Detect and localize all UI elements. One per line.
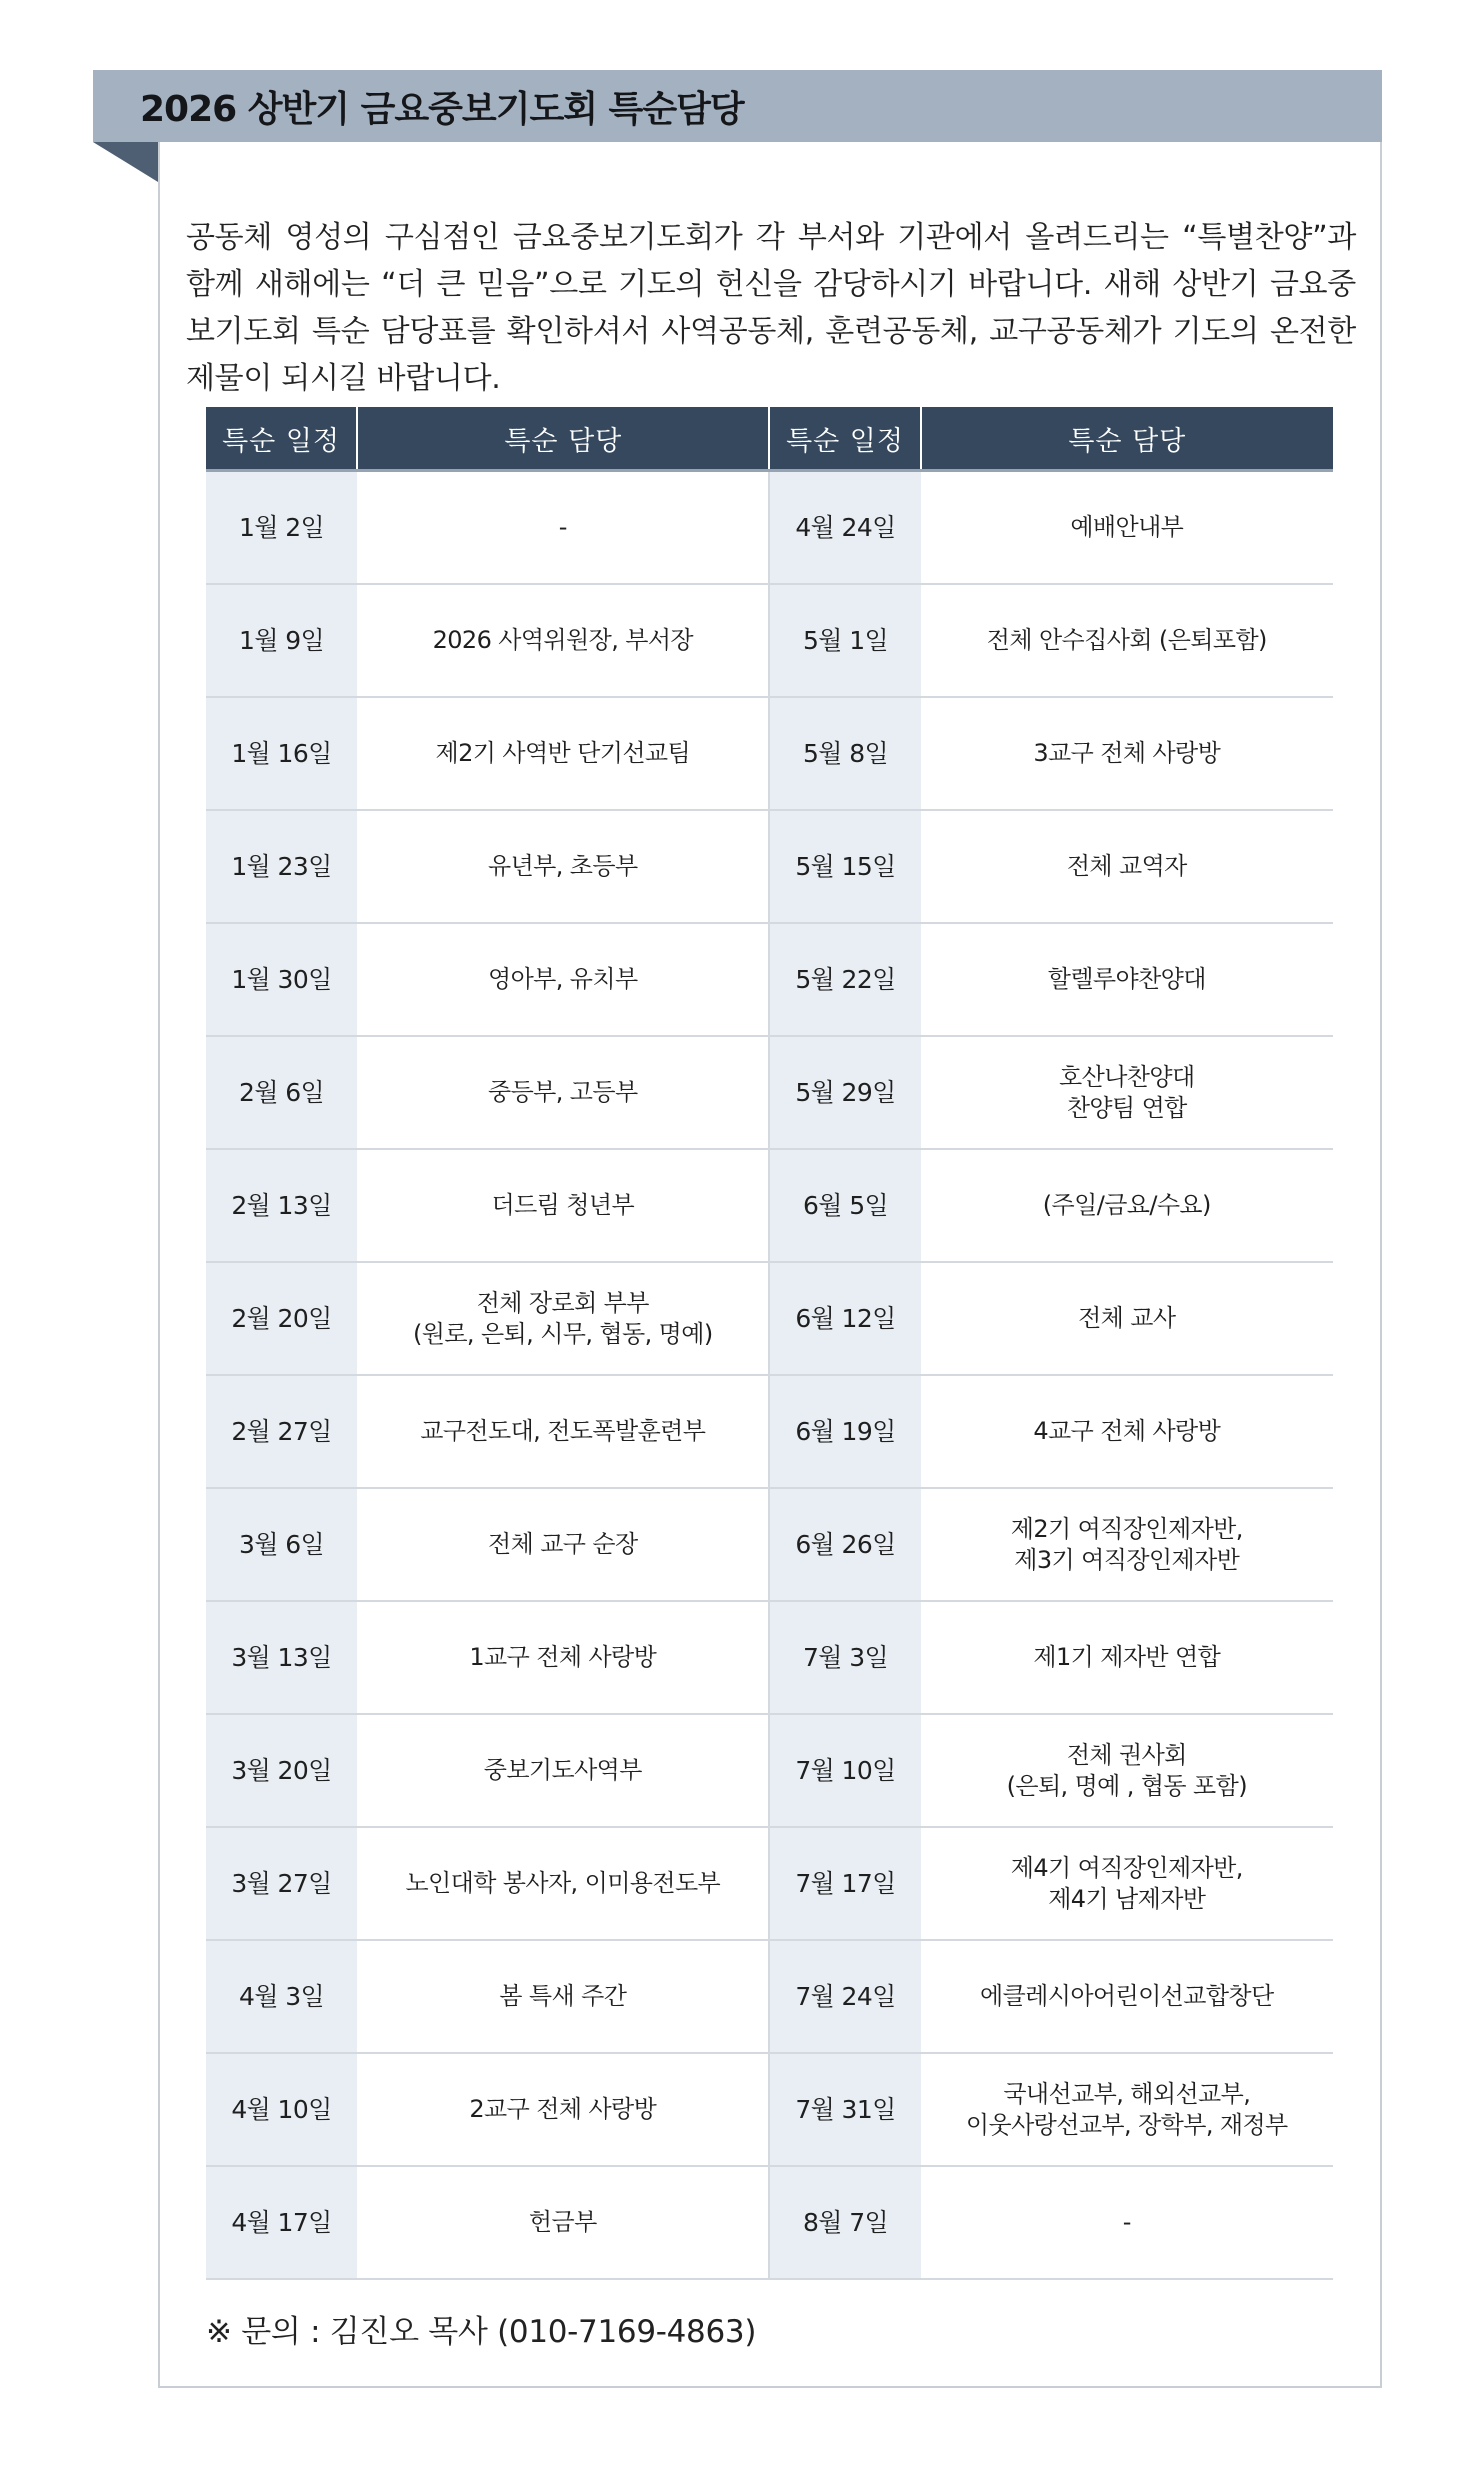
schedule-date: 6월 12일 <box>769 1262 920 1375</box>
header-duty-1: 특순 담당 <box>357 407 769 471</box>
schedule-duty: 할렐루야찬양대 <box>921 923 1333 1036</box>
schedule-date: 5월 1일 <box>769 584 920 697</box>
schedule-duty: 2026 사역위원장, 부서장 <box>357 584 769 697</box>
schedule-date: 6월 26일 <box>769 1488 920 1601</box>
table-row <box>206 923 1333 1036</box>
schedule-duty: 호산나찬양대 찬양팀 연합 <box>921 1036 1333 1149</box>
table-row <box>206 1714 1333 1827</box>
schedule-duty: 제2기 사역반 단기선교팀 <box>357 697 769 810</box>
schedule-date: 5월 22일 <box>769 923 920 1036</box>
schedule-date: 7월 17일 <box>769 1827 920 1940</box>
schedule-date: 1월 16일 <box>206 697 357 810</box>
title-bar <box>93 70 1382 142</box>
header-date-2: 특순 일정 <box>769 407 920 471</box>
table-row <box>206 2166 1333 2279</box>
table-row <box>206 471 1333 585</box>
table-row <box>206 584 1333 697</box>
header-duty-2: 특순 담당 <box>921 407 1333 471</box>
schedule-date: 8월 7일 <box>769 2166 920 2279</box>
schedule-duty: 4교구 전체 사랑방 <box>921 1375 1333 1488</box>
schedule-duty: 영아부, 유치부 <box>357 923 769 1036</box>
schedule-duty: 노인대학 봉사자, 이미용전도부 <box>357 1827 769 1940</box>
schedule-duty: 제4기 여직장인제자반, 제4기 남제자반 <box>921 1827 1333 1940</box>
schedule-duty: 예배안내부 <box>921 471 1333 585</box>
page-title: 2026 상반기 금요중보기도회 특순담당 <box>140 88 744 130</box>
schedule-duty: 제2기 여직장인제자반, 제3기 여직장인제자반 <box>921 1488 1333 1601</box>
schedule-duty: 중보기도사역부 <box>357 1714 769 1827</box>
table-row <box>206 1375 1333 1488</box>
schedule-duty: (주일/금요/수요) <box>921 1149 1333 1262</box>
schedule-date: 1월 23일 <box>206 810 357 923</box>
schedule-duty: 헌금부 <box>357 2166 769 2279</box>
schedule-date: 4월 10일 <box>206 2053 357 2166</box>
header-date-1: 특순 일정 <box>206 407 357 471</box>
table-row <box>206 1827 1333 1940</box>
schedule-duty: 봄 특새 주간 <box>357 1940 769 2053</box>
schedule-duty: - <box>921 2166 1333 2279</box>
schedule-date: 5월 15일 <box>769 810 920 923</box>
table-row <box>206 697 1333 810</box>
schedule-date: 4월 17일 <box>206 2166 357 2279</box>
schedule-date: 6월 5일 <box>769 1149 920 1262</box>
schedule-table <box>206 407 1333 2280</box>
schedule-duty: 중등부, 고등부 <box>357 1036 769 1149</box>
table-row <box>206 1488 1333 1601</box>
schedule-duty: 유년부, 초등부 <box>357 810 769 923</box>
schedule-date: 1월 30일 <box>206 923 357 1036</box>
schedule-date: 2월 6일 <box>206 1036 357 1149</box>
schedule-duty: 국내선교부, 해외선교부, 이웃사랑선교부, 장학부, 재정부 <box>921 2053 1333 2166</box>
schedule-duty: 3교구 전체 사랑방 <box>921 697 1333 810</box>
schedule-date: 6월 19일 <box>769 1375 920 1488</box>
schedule-duty: 전체 장로회 부부 (원로, 은퇴, 시무, 협동, 명예) <box>357 1262 769 1375</box>
table-header-row <box>206 407 1333 471</box>
schedule-duty: 전체 교구 순장 <box>357 1488 769 1601</box>
schedule-date: 3월 13일 <box>206 1601 357 1714</box>
schedule-date: 5월 29일 <box>769 1036 920 1149</box>
schedule-date: 2월 20일 <box>206 1262 357 1375</box>
schedule-date: 3월 6일 <box>206 1488 357 1601</box>
schedule-date: 7월 24일 <box>769 1940 920 2053</box>
schedule-date: 3월 20일 <box>206 1714 357 1827</box>
schedule-date: 7월 31일 <box>769 2053 920 2166</box>
schedule-date: 3월 27일 <box>206 1827 357 1940</box>
schedule-date: 2월 13일 <box>206 1149 357 1262</box>
schedule-duty: - <box>357 471 769 585</box>
table-row <box>206 1036 1333 1149</box>
schedule-duty: 에클레시아어린이선교합창단 <box>921 1940 1333 2053</box>
schedule-date: 4월 24일 <box>769 471 920 585</box>
table-row <box>206 2053 1333 2166</box>
schedule-duty: 더드림 청년부 <box>357 1149 769 1262</box>
schedule-duty: 제1기 제자반 연합 <box>921 1601 1333 1714</box>
schedule-duty: 전체 권사회 (은퇴, 명예 , 협동 포함) <box>921 1714 1333 1827</box>
schedule-date: 2월 27일 <box>206 1375 357 1488</box>
title-fold-decoration <box>93 142 158 182</box>
schedule-date: 1월 2일 <box>206 471 357 585</box>
table-row <box>206 1601 1333 1714</box>
schedule-duty: 전체 안수집사회 (은퇴포함) <box>921 584 1333 697</box>
schedule-date: 7월 3일 <box>769 1601 920 1714</box>
table-row <box>206 1149 1333 1262</box>
schedule-date: 1월 9일 <box>206 584 357 697</box>
schedule-duty: 전체 교사 <box>921 1262 1333 1375</box>
schedule-duty: 전체 교역자 <box>921 810 1333 923</box>
schedule-duty: 교구전도대, 전도폭발훈련부 <box>357 1375 769 1488</box>
schedule-date: 7월 10일 <box>769 1714 920 1827</box>
schedule-duty: 1교구 전체 사랑방 <box>357 1601 769 1714</box>
schedule-date: 5월 8일 <box>769 697 920 810</box>
contact-info: ※ 문의 : 김진오 목사 (010-7169-4863) <box>206 2314 757 2350</box>
table-row <box>206 810 1333 923</box>
table-row <box>206 1940 1333 2053</box>
intro-paragraph: 공동체 영성의 구심점인 금요중보기도회가 각 부서와 기관에서 올려드리는 “특별찬양”과 함께 새해에는 “더 큰 믿음”으로 기도의 헌신을 감당하시기 바랍니다. 새해 상반기 금요중보기도회 특순 담당표를 확인하셔서 사역공동체, 훈련공동체, 교구공동체가 기도의 온전한 제물이 되시길 바랍니다. <box>186 220 1356 396</box>
schedule-duty: 2교구 전체 사랑방 <box>357 2053 769 2166</box>
table-row <box>206 1262 1333 1375</box>
schedule-date: 4월 3일 <box>206 1940 357 2053</box>
